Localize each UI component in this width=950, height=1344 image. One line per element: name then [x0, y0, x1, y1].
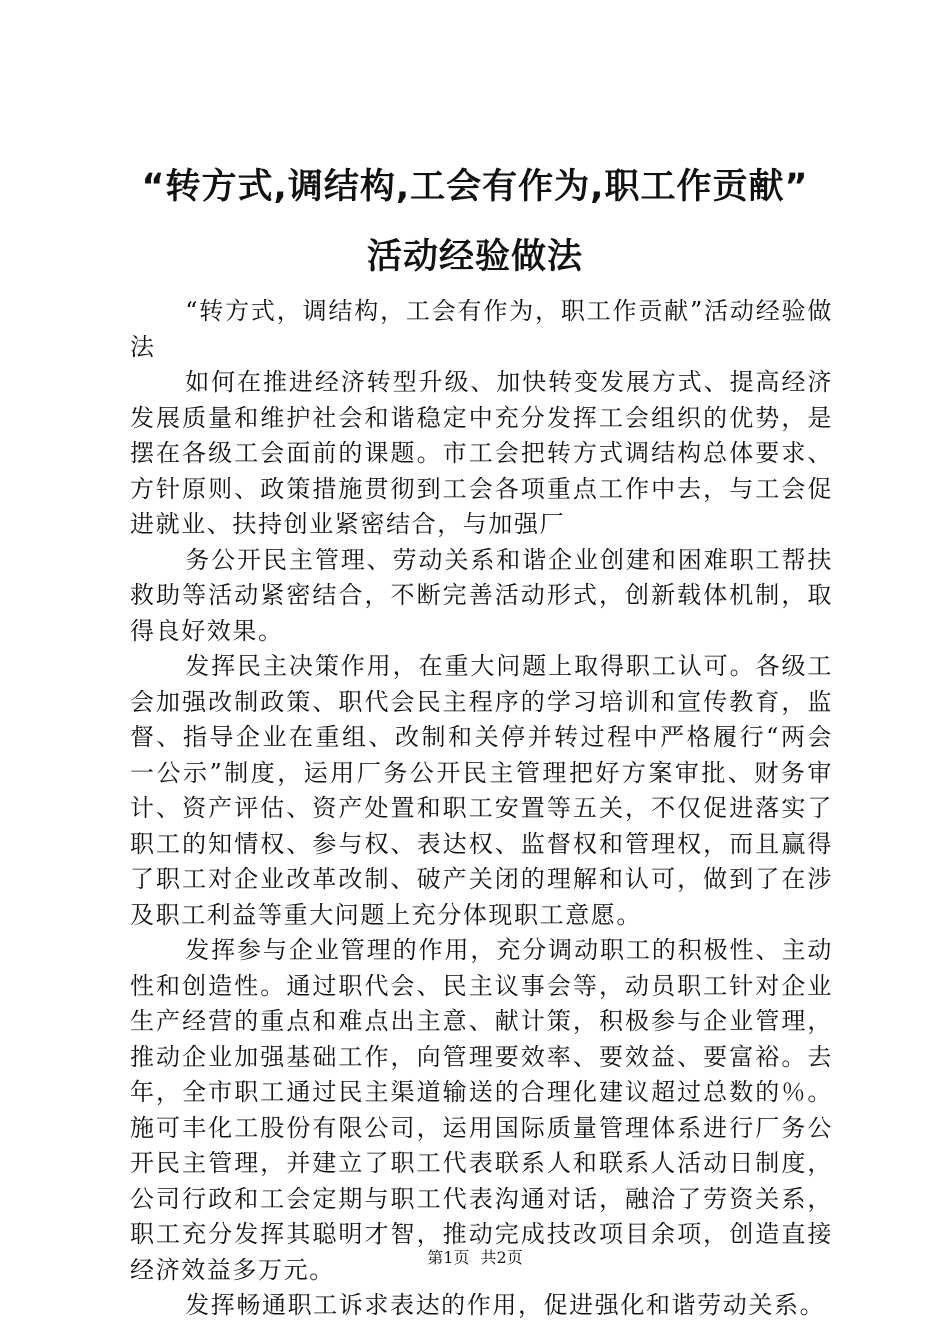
document-body	[130, 294, 833, 1324]
body-paragraph: 发挥参与企业管理的作用，充分调动职工的积极性、主动性和创造性。通过职代会、民主议事会等，动员职工针对企业生产经营的重点和难点出主意、献计策，积极参与企业管理，推动企业加强基础工作，向管理要效率、要效益、要富裕。去年，全市职工通过民主渠道输送的合理化建议超过总数的％。施可丰化工股份有限公司，运用国际质量管理体系进行厂务公开民主管理，并建立了职工代表联系人和联系人活动日制度，公司行政和工会定期与职工代表沟通对话，融洽了劳资关系，职工充分发挥其聪明才智，推动完成技改项目余项，创造直接经济效益多万元。	[130, 936, 833, 1284]
body-paragraph: 如何在推进经济转型升级、加快转变发展方式、提高经济发展质量和维护社会和谐稳定中充分发挥工会组织的优势，是摆在各级工会面前的课题。市工会把转方式调结构总体要求、方针原则、政策措施贯彻到工会各项重点工作中去，与工会促进就业、扶持创业紧密结合，与加强厂	[130, 368, 833, 538]
document-title-line-2: 活动经验做法	[366, 237, 583, 277]
document-title-line-1: “转方式,调结构,工会有作为,职工作贡献”	[141, 167, 809, 207]
body-paragraph: 发挥畅通职工诉求表达的作用，促进强化和谐劳动关系。	[185, 1291, 826, 1319]
body-paragraph: “转方式，调结构，工会有作为，职工作贡献”活动经验做法	[130, 297, 833, 361]
body-paragraph: 发挥民主决策作用，在重大问题上取得职工认可。各级工会加强改制政策、职代会民主程序的学习培训和宣传教育，监督、指导企业在重组、改制和关停并转过程中严格履行“两会一公示”制度，运用厂务公开民主管理把好方案审批、财务审计、资产评估、资产处置和职工安置等五关，不仅促进落实了职工的知情权、参与权、表达权、监督权和管理权，而且赢得了职工对企业改革改制、破产关闭的理解和认可，做到了在涉及职工利益等重大问题上充分体现职工意愿。	[130, 652, 833, 929]
page-footer	[0, 1246, 950, 1270]
body-paragraph: 务公开民主管理、劳动关系和谐企业创建和困难职工帮扶救助等活动紧密结合，不断完善活动形式，创新载体机制，取得良好效果。	[130, 545, 833, 645]
page-number: 第1页	[427, 1248, 470, 1267]
page-total: 共2页	[480, 1248, 523, 1267]
